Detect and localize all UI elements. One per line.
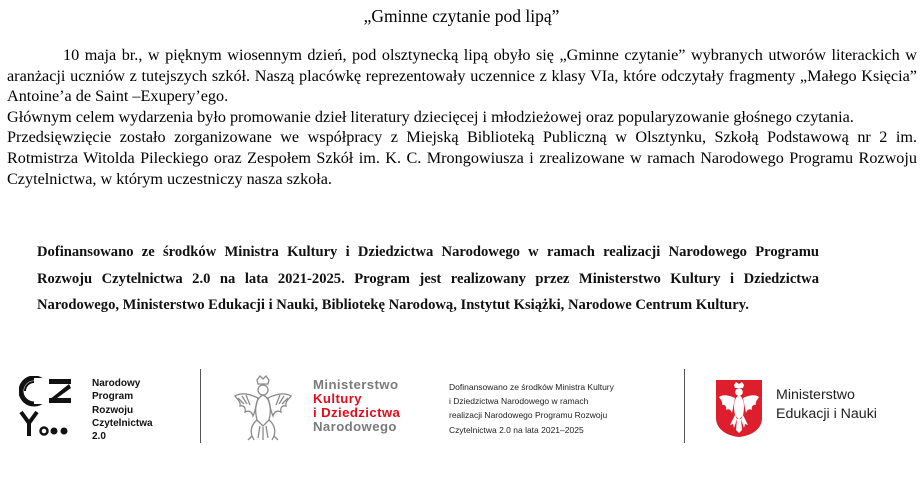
mkdn-line-kultury: Kultury xyxy=(313,391,362,406)
mein-logo-text xyxy=(776,386,877,424)
paragraph-2: Głównym celem wydarzenia było promowanie dzieł literatury dziecięcej i młodzieżowej oraz popularyzowanie głośnego czytania. xyxy=(7,107,854,126)
document-title: „Gminne czytanie pod lipą” xyxy=(363,6,560,26)
nprc-logo-icon xyxy=(19,376,77,438)
funding-small-line: i Dziedzictwa Narodowego w ramach xyxy=(449,396,589,407)
funding-note xyxy=(37,239,819,319)
paragraph-1: 10 maja br., w pięknym wiosennym dzień, pod olsztynecką lipą obyło się „Gminne czytanie” wybranych utworów literackich w aranżacji uczniów z tutejszych szkół. Naszą placówkę reprezentowały uczennice z klasy VIa, które odczytały fragmenty „Małego Księcia” Antoine’a de Saint –Exupery’ego. xyxy=(7,46,917,106)
paragraph-3: Przedsięwzięcie zostało zorganizowane we współpracy z Miejską Biblioteką Publiczną w Olsztynku, Szkołą Podstawową nr 2 im. Rotmistrza Witolda Pileckiego oraz Zespołem Szkół im. K. C. Mrongowiusza i zrealizowane w ramach Narodowego Programu Rozwoju Czytelnictwa, w którym uczestniczy nasza szkoła. xyxy=(7,128,917,188)
nprc-line: Narodowy xyxy=(92,378,141,389)
polish-eagle-red-shield-icon xyxy=(714,378,764,438)
logo-divider xyxy=(684,369,685,443)
nprc-logo-text xyxy=(92,377,153,443)
nprc-line: Rozwoju xyxy=(92,404,134,416)
funding-small-line: Dofinansowano ze środków Ministra Kultury xyxy=(449,382,614,392)
funding-note-text: Dofinansowano ze środków Ministra Kultury i Dziedzictwa Narodowego w ramach realizacji Narodowego Programu Rozwoju Czytelnictwa 2.0 na lata 2021-2025. Program jest realizowany przez Ministerstwo Kultury i Dziedzictwa Narodowego, Ministerstwo Edukacji i Nauki, Bibliotekę Narodową, Instytut Książki, Narodowe Centrum Kultury. xyxy=(37,244,819,314)
mein-line-edukacji: Edukacji i Nauki xyxy=(776,406,877,422)
mkdn-line-ministerstwo: Ministerstwo xyxy=(313,377,399,392)
logo-divider xyxy=(200,369,201,443)
nprc-line: 2.0 xyxy=(92,431,106,443)
funding-small-line: Czytelnictwa 2.0 na lata 2021–2025 xyxy=(449,424,584,435)
logo-strip xyxy=(0,360,923,460)
mkdn-line-dziedzictwa: i Dziedzictwa xyxy=(313,405,401,420)
funding-small-line: realizacji Narodowego Programu Rozwoju xyxy=(449,410,608,421)
mkdn-line-narodowego: Narodowego xyxy=(313,419,397,434)
polish-eagle-icon xyxy=(232,374,294,442)
nprc-line: Program xyxy=(92,391,134,403)
mein-line-ministerstwo: Ministerstwo xyxy=(776,387,855,403)
article-body xyxy=(7,45,917,189)
funding-small-text xyxy=(449,380,614,437)
nprc-line: Czytelnictwa xyxy=(92,417,153,429)
mkdn-logo-text xyxy=(313,378,400,434)
